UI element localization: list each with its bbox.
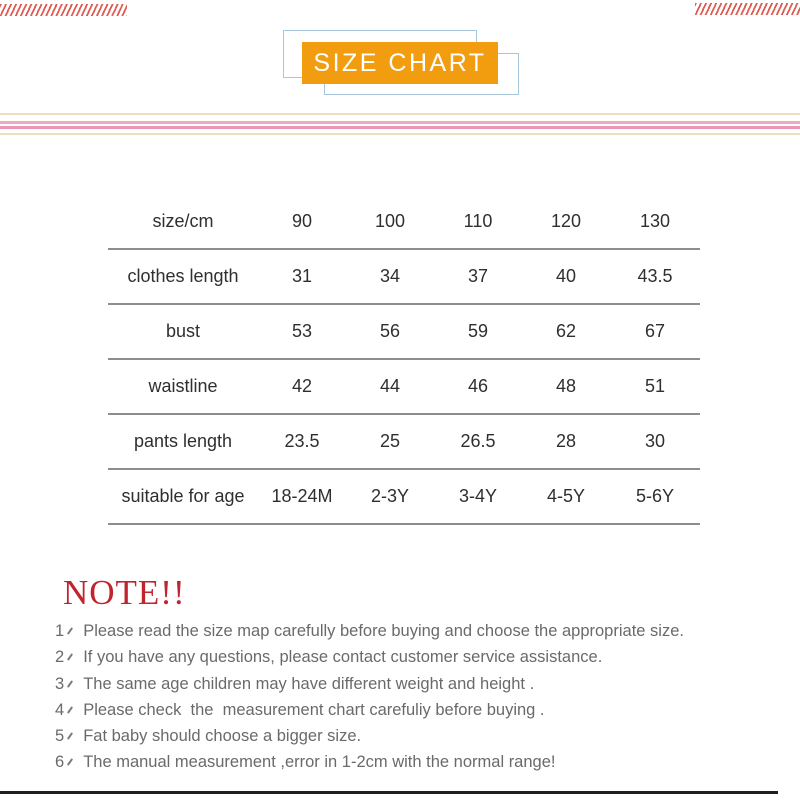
note-item — [55, 673, 775, 699]
divider-pink-line-1 — [0, 121, 800, 124]
note-item — [55, 699, 775, 725]
enumeration-mark-icon — [67, 759, 73, 767]
note-number: 3 — [55, 674, 65, 693]
note-heading: NOTE!! — [63, 573, 186, 612]
cell-value: 56 — [346, 304, 434, 359]
note-text: The same age children may have different weight and height . — [83, 674, 535, 693]
table-row — [108, 469, 700, 524]
cell-value: 28 — [522, 414, 610, 469]
bottom-divider-line — [0, 791, 778, 794]
column-header: 120 — [522, 195, 610, 249]
cell-value: 4-5Y — [522, 469, 610, 524]
divider-tan-line-top — [0, 113, 800, 115]
cell-value: 2-3Y — [346, 469, 434, 524]
cell-value: 30 — [610, 414, 700, 469]
column-header: 90 — [258, 195, 346, 249]
note-item — [55, 620, 775, 646]
cell-value: 46 — [434, 359, 522, 414]
table-row — [108, 249, 700, 304]
column-header: 100 — [346, 195, 434, 249]
note-list — [55, 620, 775, 778]
size-table — [108, 195, 700, 525]
cell-value: 44 — [346, 359, 434, 414]
cell-value: 40 — [522, 249, 610, 304]
note-number: 2 — [55, 648, 65, 667]
divider-pink-line-2 — [0, 126, 800, 129]
row-label: clothes length — [108, 249, 258, 304]
note-text: If you have any questions, please contact customer service assistance. — [83, 648, 603, 667]
cell-value: 42 — [258, 359, 346, 414]
cell-value: 62 — [522, 304, 610, 359]
enumeration-mark-icon — [67, 653, 73, 661]
column-header-label: size/cm — [108, 195, 258, 249]
cell-value: 34 — [346, 249, 434, 304]
cell-value: 26.5 — [434, 414, 522, 469]
note-number: 4 — [55, 700, 65, 719]
corner-scribble-right-icon — [695, 3, 800, 15]
row-label: bust — [108, 304, 258, 359]
cell-value: 23.5 — [258, 414, 346, 469]
divider-tan-line-bottom — [0, 133, 800, 135]
table-row — [108, 304, 700, 359]
column-header: 130 — [610, 195, 700, 249]
enumeration-mark-icon — [67, 706, 73, 714]
cell-value: 5-6Y — [610, 469, 700, 524]
note-text: Please read the size map carefully before buying and choose the appropriate size. — [83, 622, 684, 640]
cell-value: 53 — [258, 304, 346, 359]
note-number: 6 — [55, 753, 65, 772]
enumeration-mark-icon — [67, 680, 73, 688]
header-banner — [302, 42, 498, 84]
enumeration-mark-icon — [67, 732, 73, 740]
note-text: The manual measurement ,error in 1-2cm with the normal range! — [83, 753, 556, 772]
note-item — [55, 725, 775, 751]
note-number: 5 — [55, 727, 65, 746]
row-label: pants length — [108, 414, 258, 469]
cell-value: 51 — [610, 359, 700, 414]
page-title: SIZE CHART — [313, 48, 487, 77]
note-text: Fat baby should choose a bigger size. — [83, 727, 362, 746]
cell-value: 25 — [346, 414, 434, 469]
note-text: Please check the measurement chart carefuliy before buying . — [83, 700, 545, 719]
cell-value: 67 — [610, 304, 700, 359]
note-number: 1 — [55, 622, 65, 640]
cell-value: 59 — [434, 304, 522, 359]
column-header: 110 — [434, 195, 522, 249]
table-row — [108, 359, 700, 414]
note-item — [55, 751, 775, 777]
enumeration-mark-icon — [67, 627, 73, 635]
row-label: suitable for age — [108, 469, 258, 524]
cell-value: 48 — [522, 359, 610, 414]
cell-value: 31 — [258, 249, 346, 304]
table-row — [108, 414, 700, 469]
row-label: waistline — [108, 359, 258, 414]
table-header-row — [108, 195, 700, 249]
cell-value: 43.5 — [610, 249, 700, 304]
cell-value: 37 — [434, 249, 522, 304]
note-item — [55, 646, 775, 672]
cell-value: 18-24M — [258, 469, 346, 524]
cell-value: 3-4Y — [434, 469, 522, 524]
corner-scribble-left-icon — [0, 4, 127, 16]
